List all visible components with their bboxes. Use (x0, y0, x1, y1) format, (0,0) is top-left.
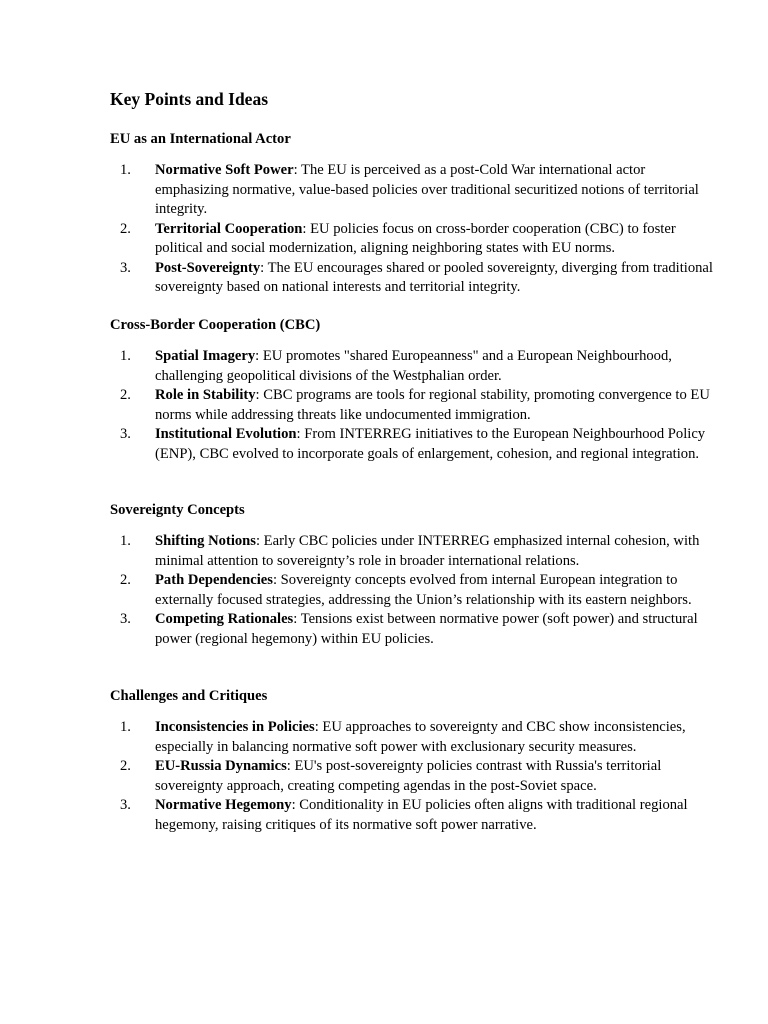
list-item (110, 161, 720, 220)
section-list-cbc (110, 347, 720, 464)
list-term: Institutional Evolution (155, 426, 297, 442)
list-text: : Sovereignty concepts evolved from internal European integration to externally focused strategies, addressing the Union’s relationship with its eastern neighbors. (155, 572, 692, 608)
list-number: 3. (120, 611, 131, 627)
list-number: 3. (120, 797, 131, 813)
section-list-challenges (110, 718, 720, 835)
list-term: Territorial Cooperation (155, 220, 303, 237)
list-text: : CBC programs are tools for regional stability, promoting convergence to EU norms while addressing threats like undocumented immigration. (155, 387, 710, 423)
section-heading-challenges: Challenges and Critiques (110, 688, 268, 704)
list-item (110, 796, 720, 835)
section-list-sovereignty (110, 532, 720, 649)
list-term: Path Dependencies (155, 572, 273, 588)
list-term: Shifting Notions (155, 533, 256, 549)
list-item (110, 718, 720, 757)
section-heading-cbc: Cross-Border Cooperation (CBC) (110, 317, 321, 333)
list-term: Normative Hegemony (155, 797, 292, 813)
list-text: : EU policies focus on cross-border cooperation (CBC) to foster political and social modernization, aligning neighboring states with EU norms. (155, 220, 676, 256)
list-item (110, 571, 720, 610)
list-item (110, 757, 720, 796)
list-item (110, 347, 720, 386)
list-term: Normative Soft Power (155, 162, 294, 178)
list-number: 1. (120, 533, 131, 549)
list-item (110, 532, 720, 571)
section-heading-eu-actor: EU as an International Actor (110, 131, 291, 147)
list-item (110, 425, 720, 464)
section-list-eu-actor (110, 161, 720, 298)
list-term: Spatial Imagery (155, 348, 256, 364)
list-number: 1. (120, 719, 131, 735)
list-text: : From INTERREG initiatives to the European Neighbourhood Policy (ENP), CBC evolved to incorporate goals of enlargement, cohesion, and regional integration. (155, 426, 706, 462)
list-term: Competing Rationales (155, 611, 294, 627)
list-number: 2. (120, 572, 131, 588)
list-text: : EU approaches to sovereignty and CBC show inconsistencies, especially in balancing normative soft power with exclusionary security measures. (155, 719, 686, 755)
list-number: 1. (120, 348, 131, 364)
list-term: Post-Sovereignty (155, 259, 261, 276)
list-item (110, 220, 720, 259)
list-item (110, 610, 720, 649)
list-term: Role in Stability (155, 387, 256, 403)
list-text: : EU's post-sovereignty policies contrast with Russia's territorial sovereignty approach, creating competing agendas in the post-Soviet space. (155, 758, 662, 794)
list-text: : EU promotes "shared Europeanness" and a European Neighbourhood, challenging geopolitical divisions of the Westphalian order. (155, 348, 672, 384)
list-text: : The EU encourages shared or pooled sovereignty, diverging from traditional sovereignty based on national interests and territorial integrity. (155, 259, 713, 295)
list-number: 2. (120, 220, 131, 237)
list-text: : Tensions exist between normative power (soft power) and structural power (regional hegemony) within EU policies. (155, 611, 698, 647)
list-number: 2. (120, 758, 131, 774)
list-item (110, 259, 720, 298)
list-number: 3. (120, 426, 131, 442)
list-item (110, 386, 720, 425)
list-number: 1. (120, 162, 131, 178)
section-heading-sovereignty: Sovereignty Concepts (110, 502, 245, 518)
list-text: : The EU is perceived as a post-Cold War international actor emphasizing normative, value-based policies over traditional securitized notions of territorial integrity. (155, 162, 699, 217)
list-term: EU-Russia Dynamics (155, 758, 287, 774)
list-number: 3. (120, 259, 131, 276)
list-text: : Conditionality in EU policies often aligns with traditional regional hegemony, raising critiques of its normative soft power narrative. (155, 797, 688, 833)
list-text: : Early CBC policies under INTERREG emphasized internal cohesion, with minimal attention to sovereignty’s role in broader international relations. (155, 533, 700, 569)
page-title: Key Points and Ideas (110, 89, 269, 109)
list-term: Inconsistencies in Policies (155, 719, 315, 735)
list-number: 2. (120, 387, 131, 403)
